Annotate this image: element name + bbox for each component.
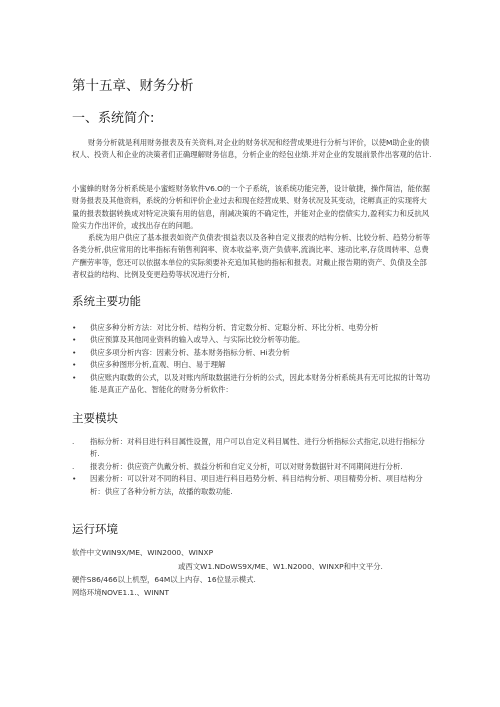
bullet-marker: . [72,461,75,471]
features-list [72,322,432,396]
list-item: • 供应多种分析方法：对比分析、结构分析、肯定数分析、定聪分析、环比分析、电势分析 [72,322,432,334]
bullet-marker: • [72,360,77,370]
list-item: . 指标分析：对科目进行科目属性设置，用户可以自定义科目属性、进行分析指标公式指定,以进行指标分析. [72,437,425,459]
section-heading-environment: 运行环境 [72,522,118,536]
bullet-marker: • [72,347,77,357]
bullet-marker: • [72,335,77,345]
environment-line-2: 或西文W1.NDoWS9X/ME、W1.N2000、WINXP和中文平分. [178,562,383,571]
list-item: • 供应多项分析内容：因素分析、基本财务指标分析、Hi表分析 [72,347,432,359]
section-heading-intro: 一、系统简介: [72,111,155,126]
environment-line-3: 硬件S86/466以上机型，64M以上内存、16位显示模式. [72,575,256,584]
list-item: • 因素分析：可以针对不同的科目、项目进行科目趋势分析、科目结构分析、项目精势分析、项目结构分析：供应了各种分析方法，故播的取数功能. [72,474,423,496]
section-heading-features: 系统主要功能 [72,294,141,308]
environment-line-4: 网络环境NOVE1.1.、WINNT [72,588,170,597]
intro-paragraph-2: 小蜜蜂的财务分析系统是小蜜蛭财务软件V6.O的一个子系统，该系统功能完善，设计敏捷，操作简洁，能依据财务报表及其他资料，系统的分析和评价企业过去和现在经营成果、财务状况及其变动，诧孵真正的实现将大量的报表数据转换成对特定决策有用的信息，削减决策的不确定性，并能对企业的偿债实力,盈利实力和反抗风险实力作出评价，或找出存在的问题。 [72,184,430,230]
bullet-marker: • [72,372,77,382]
section-heading-modules: 主要模块 [72,411,118,425]
chapter-title: 第十五章、财务分析 [72,78,194,94]
bullet-marker: • [72,474,77,484]
list-item: • 供应账内取数的公式，以及对账内所取数据进行分析的公式，因此本财务分析系统具有无可比拟的计驾功能.是真正产品化、智能化的财务分析软件： [72,372,430,395]
bullet-marker: • [72,323,77,332]
modules-list [72,436,432,498]
bullet-marker: . [72,437,75,446]
list-item: • 供应预算及其他同业资料的输入或导入、与实际比较分析等功能。 [72,334,432,346]
list-item: . 报表分析：供应资产仇戴分析、损益分析和自定义分析，可以对财务数据针对不同期间进行分析. [72,461,432,473]
environment-line-1: 软件中文WIN9X/ME、WIN2000、WINXP [72,548,214,557]
intro-paragraph-3: 系统为用户供应了基本报表如资产负债表'损益表以及各种自定义报表的结构分析、比较分析、趋势分析等各类分析,供应常用的比率指标有销售利润率、资本收益率,资产负债率,流淌比率、速动比率,存货周转率、总费产酬劳率等，您还可以依据本单位的实际须要补充追加其他的指标和报表。对戴止报告期的资产、负债及全部者权益的结构、比例及变更趋势等状况进行分析, [72,233,431,279]
list-item: • 供应多种图形分析,直观、明白、易于理解 [72,359,432,371]
intro-paragraph-1: 财务分析就是利用财务报表及有关资料,对企业的财务状况和经营成果进行分析与评价，以使M助企业的债权人、投资人和企业的决策者们正确理解财务信息，分析企业的经包业绩.并对企业的发展前景作出客观的估计. [72,138,432,160]
